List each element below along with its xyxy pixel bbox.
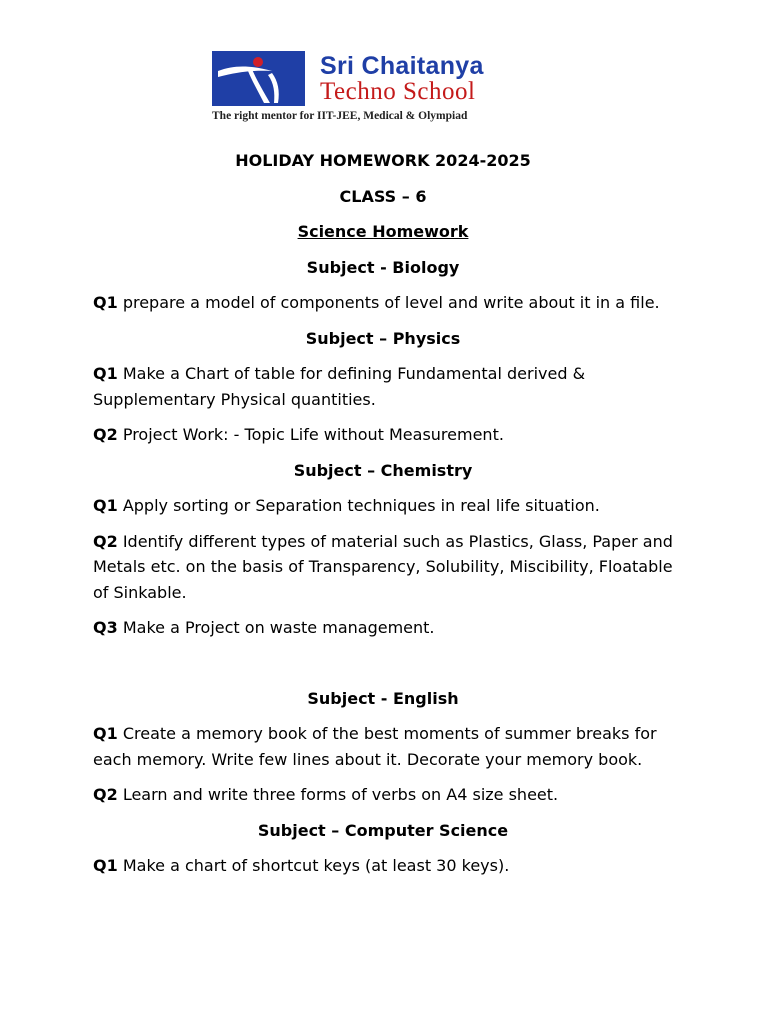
question-text: prepare a model of components of level and write about it in a file. [122,293,660,312]
question-number: Q1 [93,724,118,743]
school-logo [212,51,572,123]
question-item [93,853,673,879]
document-title: HOLIDAY HOMEWORK 2024-2025 [235,151,531,170]
subject-heading-physics: Subject – Physics [305,328,461,348]
subject-heading-english: Subject - English [307,688,459,708]
brand-tagline: The right mentor for IIT-JEE, Medical & Olympiad [212,110,468,122]
question-number: Q3 [93,618,118,637]
brand-subname: Techno School [320,78,476,105]
question-item [93,615,673,641]
question-item [93,493,673,519]
question-text: Project Work: - Topic Life without Measurement. [122,425,504,444]
subject-heading-biology: Subject - Biology [306,257,460,277]
question-item [93,782,673,808]
question-text: Apply sorting or Separation techniques in real life situation. [122,496,600,515]
class-label: CLASS – 6 [339,186,427,206]
question-text: Make a chart of shortcut keys (at least 30 keys). [122,856,510,875]
question-number: Q2 [93,785,118,804]
question-item [93,529,673,606]
question-item [93,361,673,412]
question-text: Identify different types of material such as Plastics, Glass, Paper and Metals etc. on the basis of Transparency, Solubility, Miscibility, Floatable of Sinkable. [93,531,673,602]
question-item [93,721,673,772]
question-text: Create a memory book of the best moments of summer breaks for each memory. Write few lines about it. Decorate your memory book. [93,724,657,769]
question-number: Q1 [93,293,118,312]
question-number: Q2 [93,531,118,551]
question-item [93,290,673,316]
question-text: Make a Project on waste management. [122,618,435,637]
question-number: Q1 [93,364,118,383]
section-heading: Science Homework [297,222,469,241]
subject-heading-computer-science: Subject – Computer Science [257,820,509,840]
subject-heading-chemistry: Subject – Chemistry [293,460,473,480]
question-text: Make a Chart of table for defining Fundamental derived & Supplementary Physical quantities. [93,364,586,409]
question-item [93,422,673,448]
question-number: Q1 [93,856,118,875]
question-number: Q1 [93,496,118,515]
question-text: Learn and write three forms of verbs on A4 size sheet. [122,785,559,804]
logo-emblem-icon [212,51,305,106]
document-body [93,148,673,879]
brand-name: Sri Chaitanya [320,52,484,80]
question-number: Q2 [93,425,118,444]
